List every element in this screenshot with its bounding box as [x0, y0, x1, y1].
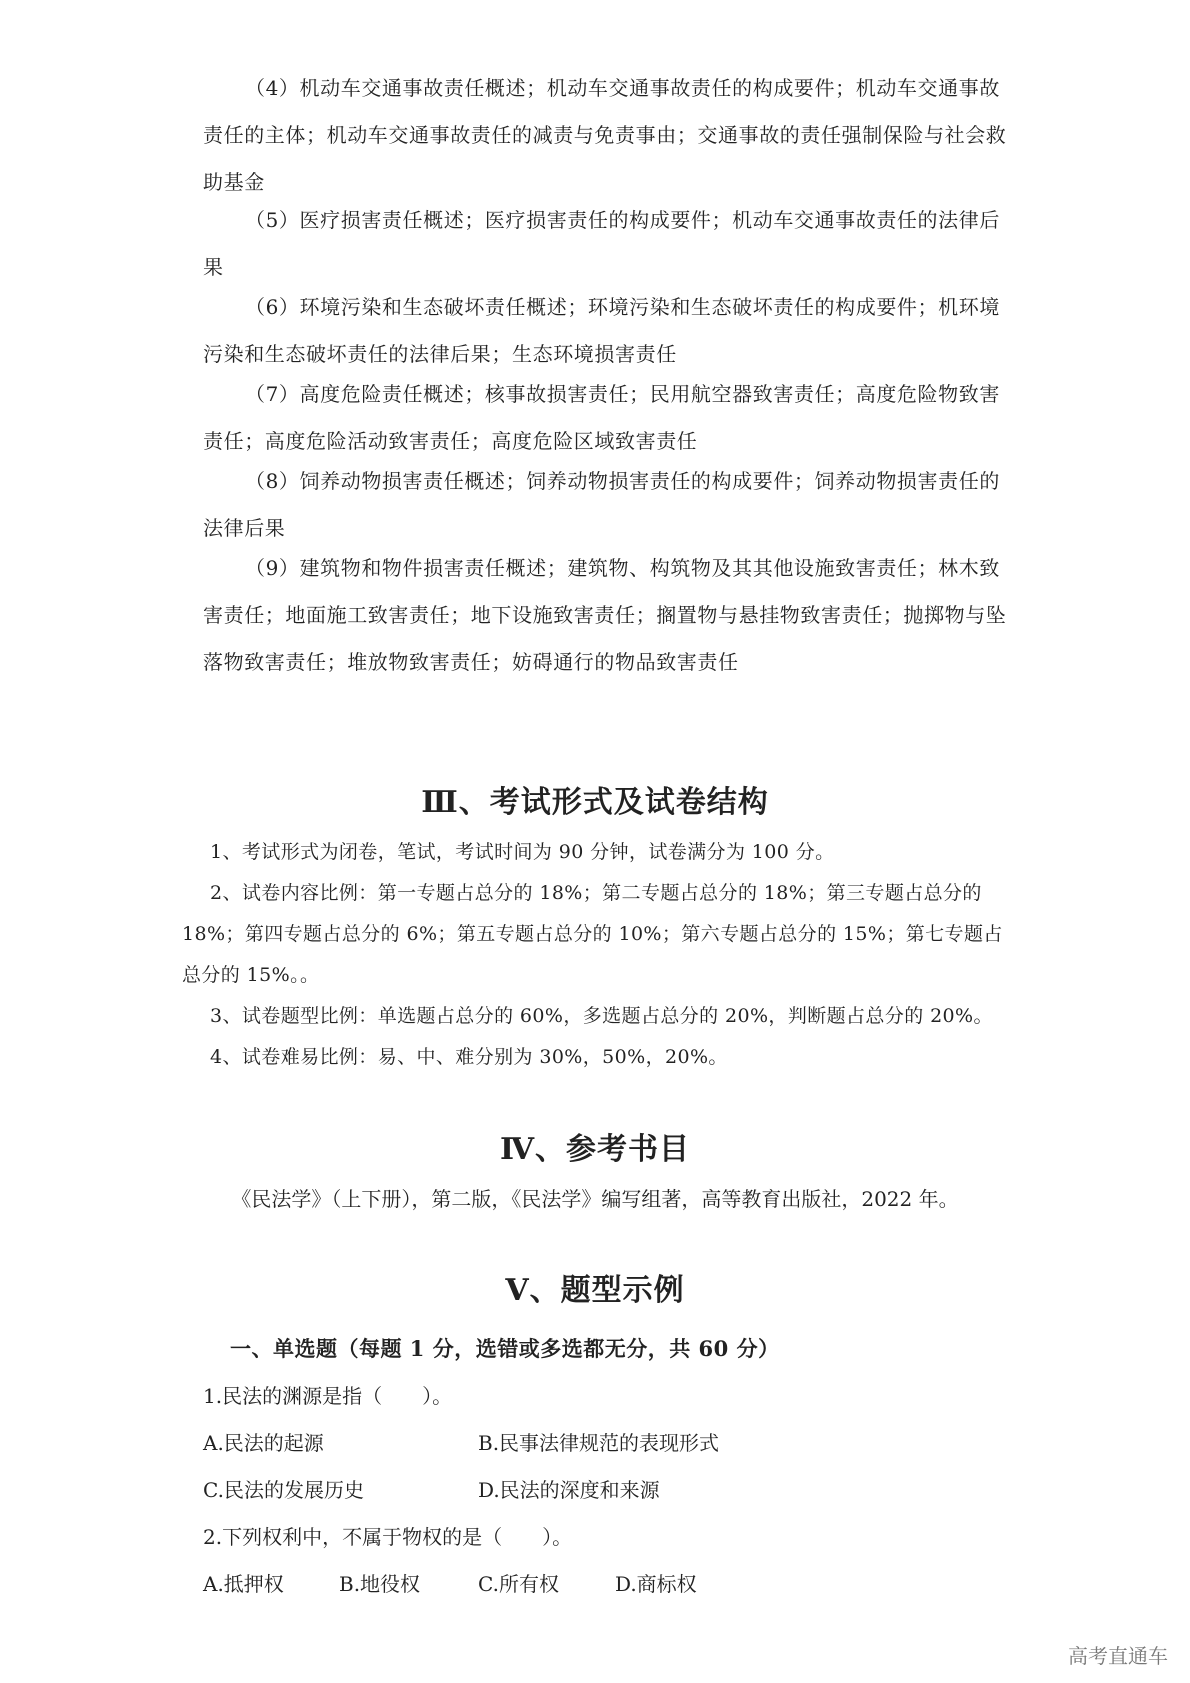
question-2-option-b: B.地役权: [339, 1572, 421, 1596]
question-type-ratio-paragraph: 3、试卷题型比例：单选题占总分的 60%，多选题占总分的 20%，判断题占总分的 20%。: [210, 1005, 993, 1027]
question-1-option-b: B.民事法律规范的表现形式: [478, 1431, 720, 1455]
question-1-stem: 1.民法的渊源是指（ ）。: [203, 1384, 453, 1408]
section-4-title: Ⅳ、参考书目: [499, 1132, 691, 1167]
item-7: （7）高度危险责任概述；核事故损害责任；民用航空器致害责任；高度危险物致害责任；高度危险活动致害责任；高度危险区域致害责任: [203, 382, 1000, 453]
watermark-text: 高考直通车: [1068, 1644, 1168, 1668]
item-8: （8）饲养动物损害责任概述；饲养动物损害责任的构成要件；饲养动物损害责任的法律后果: [203, 469, 1000, 540]
exam-format-paragraph: 1、考试形式为闭卷，笔试，考试时间为 90 分钟，试卷满分为 100 分。: [210, 841, 835, 863]
question-2-stem: 2.下列权利中，不属于物权的是（ ）。: [203, 1525, 573, 1549]
item-9: （9）建筑物和物件损害责任概述；建筑物、构筑物及其其他设施致害责任；林木致害责任；地面施工致害责任；地下设施致害责任；搁置物与悬挂物致害责任；抛掷物与坠落物致害责任；堆放物致害责任；妨碍通行的物品致害责任: [203, 556, 1007, 674]
question-1-option-d: D.民法的深度和来源: [478, 1478, 660, 1502]
question-1-option-a: A.民法的起源: [203, 1431, 324, 1455]
item-5: （5）医疗损害责任概述；医疗损害责任的构成要件；机动车交通事故责任的法律后果: [203, 208, 1000, 279]
section-5-title: Ⅴ、题型示例: [505, 1273, 685, 1308]
content-ratio-paragraph: 2、试卷内容比例：第一专题占总分的 18%；第二专题占总分的 18%；第三专题占总分的 18%；第四专题占总分的 6%；第五专题占总分的 10%；第六专题占总分的 15%；第七专题占总分的 15%。。: [182, 882, 1003, 986]
question-1-option-c: C.民法的发展历史: [203, 1478, 364, 1502]
question-2-option-d: D.商标权: [615, 1572, 697, 1596]
question-2-option-c: C.所有权: [478, 1572, 559, 1596]
item-4: （4）机动车交通事故责任概述；机动车交通事故责任的构成要件；机动车交通事故责任的主体；机动车交通事故责任的减责与免责事由；交通事故的责任强制保险与社会救助基金: [203, 76, 1007, 194]
item-6: （6）环境污染和生态破坏责任概述；环境污染和生态破坏责任的构成要件；机环境污染和生态破坏责任的法律后果；生态环境损害责任: [203, 295, 1000, 366]
difficulty-ratio-paragraph: 4、试卷难易比例：易、中、难分别为 30%，50%，20%。: [210, 1046, 728, 1068]
reference-book: 《民法学》（上下册），第二版，《民法学》编写组著，高等教育出版社，2022 年。: [231, 1187, 959, 1211]
section-3-title: Ⅲ、考试形式及试卷结构: [421, 785, 769, 820]
question-2-option-a: A.抵押权: [203, 1572, 284, 1596]
single-choice-heading: 一、单选题（每题 1 分，选错或多选都无分，共 60 分）: [230, 1336, 780, 1361]
